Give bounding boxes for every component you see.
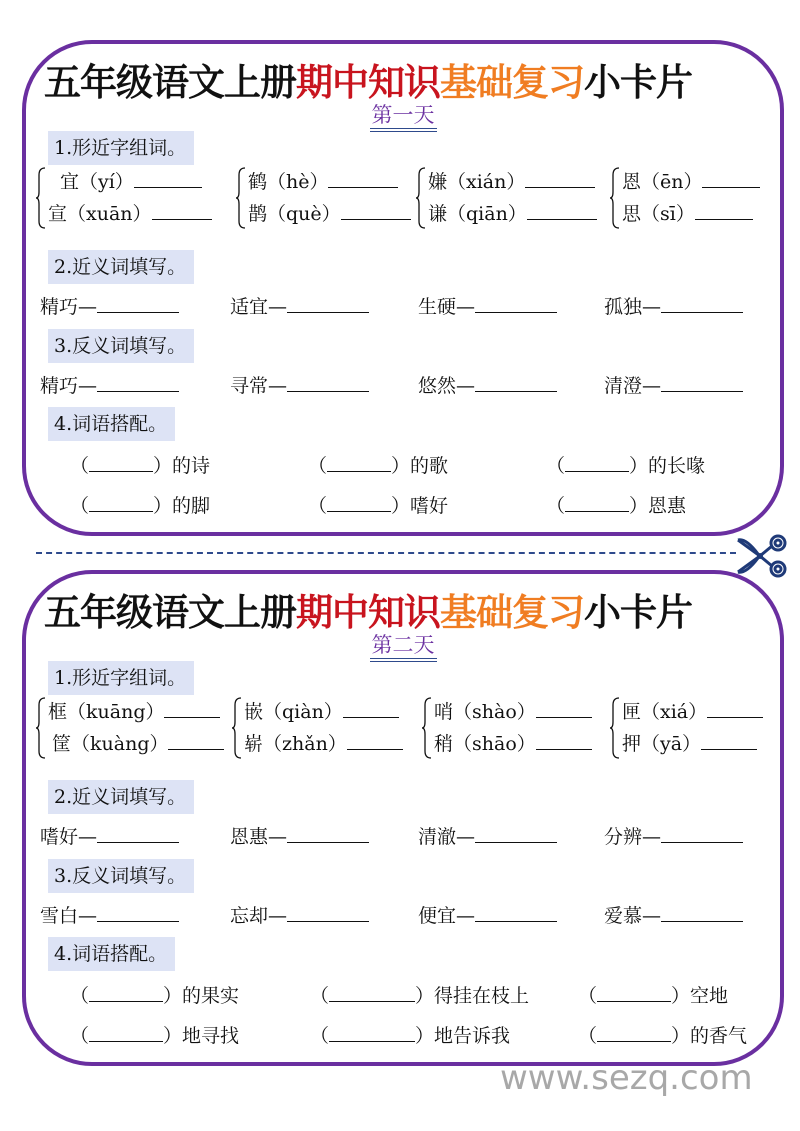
match-item: （ ）地寻找 <box>70 1021 239 1051</box>
section-synonyms: 2.近义词填写。 <box>48 250 194 284</box>
synonym-item: 生硬— <box>418 292 557 322</box>
answer-blank[interactable] <box>347 729 403 750</box>
antonym-item: 便宜— <box>418 901 557 931</box>
pair-top-text: 框（kuāng） <box>48 701 165 723</box>
antonym-item: 雪白— <box>40 901 179 931</box>
brace-icon <box>416 167 426 229</box>
match-item: （ ）恩惠 <box>546 491 686 521</box>
answer-blank[interactable] <box>97 292 179 313</box>
antonym-item: 寻常— <box>230 371 369 401</box>
match-item: （ ）的歌 <box>308 451 448 481</box>
answer-blank[interactable] <box>329 981 415 1002</box>
answer-blank[interactable] <box>565 491 629 512</box>
title-part-orange: 基础复习 <box>440 61 584 104</box>
brace-icon <box>36 167 46 229</box>
section-antonyms: 3.反义词填写。 <box>48 329 194 363</box>
antonym-item: 爱慕— <box>604 901 743 931</box>
answer-blank[interactable] <box>701 729 757 750</box>
answer-blank[interactable] <box>707 697 763 718</box>
section-synonyms: 2.近义词填写。 <box>48 780 194 814</box>
watermark: www.sezq.com <box>500 1058 753 1098</box>
answer-blank[interactable] <box>475 292 557 313</box>
pair-top-text: 嫌（xián） <box>428 171 526 193</box>
answer-blank[interactable] <box>287 292 369 313</box>
match-item: （ ）得挂在枝上 <box>310 981 529 1011</box>
title-part-black: 五年级语文上册 <box>44 591 296 634</box>
review-card-day-1 <box>22 40 784 536</box>
match-item: （ ）空地 <box>578 981 728 1011</box>
brace-icon <box>422 697 432 759</box>
brace-icon <box>36 697 46 759</box>
answer-blank[interactable] <box>597 981 671 1002</box>
pair-top-text: 嵌（qiàn） <box>244 701 343 723</box>
answer-blank[interactable] <box>97 822 179 843</box>
synonym-item: 精巧— <box>40 292 179 322</box>
match-item: （ ）的长喙 <box>546 451 705 481</box>
answer-blank[interactable] <box>97 371 179 392</box>
synonym-item: 恩惠— <box>230 822 369 852</box>
answer-blank[interactable] <box>597 1021 671 1042</box>
answer-blank[interactable] <box>341 199 411 220</box>
synonym-item: 清澈— <box>418 822 557 852</box>
section-word-matching: 4.词语搭配。 <box>48 937 175 971</box>
synonym-item: 嗜好— <box>40 822 179 852</box>
antonym-item: 悠然— <box>418 371 557 401</box>
answer-blank[interactable] <box>661 292 743 313</box>
brace-icon <box>610 697 620 759</box>
section-similar-chars: 1.形近字组词。 <box>48 131 194 165</box>
answer-blank[interactable] <box>661 371 743 392</box>
antonym-item: 精巧— <box>40 371 179 401</box>
pair-bottom-text: 稍（shāo） <box>434 733 536 755</box>
answer-blank[interactable] <box>536 729 592 750</box>
answer-blank[interactable] <box>89 491 153 512</box>
title-part-red: 期中知识 <box>296 591 440 634</box>
pair-bottom-text: 鹊（què） <box>248 203 341 225</box>
answer-blank[interactable] <box>527 199 597 220</box>
review-card-day-2 <box>22 570 784 1066</box>
answer-blank[interactable] <box>343 697 399 718</box>
answer-blank[interactable] <box>89 451 153 472</box>
antonym-item: 清澄— <box>604 371 743 401</box>
title-part-black-end: 小卡片 <box>584 61 692 104</box>
match-item: （ ）嗜好 <box>308 491 448 521</box>
day-label: 第二天 <box>370 632 437 662</box>
brace-icon <box>610 167 620 229</box>
pair-bottom-text: 谦（qiān） <box>428 203 527 225</box>
answer-blank[interactable] <box>475 371 557 392</box>
brace-icon <box>236 167 246 229</box>
answer-blank[interactable] <box>525 167 595 188</box>
day-label-wrap <box>26 632 780 662</box>
answer-blank[interactable] <box>327 451 391 472</box>
section-similar-chars: 1.形近字组词。 <box>48 661 194 695</box>
answer-blank[interactable] <box>695 199 753 220</box>
answer-blank[interactable] <box>475 901 557 922</box>
answer-blank[interactable] <box>168 729 224 750</box>
answer-blank[interactable] <box>702 167 760 188</box>
pair-top-text: 鹤（hè） <box>248 171 329 193</box>
section-antonyms: 3.反义词填写。 <box>48 859 194 893</box>
answer-blank[interactable] <box>328 167 398 188</box>
answer-blank[interactable] <box>164 697 220 718</box>
answer-blank[interactable] <box>661 901 743 922</box>
title-part-black: 五年级语文上册 <box>44 61 296 104</box>
day-label: 第一天 <box>370 102 437 132</box>
answer-blank[interactable] <box>89 1021 163 1042</box>
title-part-black-end: 小卡片 <box>584 591 692 634</box>
answer-blank[interactable] <box>536 697 592 718</box>
pair-top-text: 宜（yí） <box>60 171 134 193</box>
answer-blank[interactable] <box>152 199 212 220</box>
answer-blank[interactable] <box>287 371 369 392</box>
title-part-orange: 基础复习 <box>440 591 584 634</box>
pair-bottom-text: 筐（kuàng） <box>52 733 169 755</box>
answer-blank[interactable] <box>89 981 163 1002</box>
answer-blank[interactable] <box>327 491 391 512</box>
cut-line <box>36 552 736 554</box>
pair-top-text: 恩（ēn） <box>622 171 703 193</box>
pair-bottom-text: 押（yā） <box>622 733 702 755</box>
match-item: （ ）的脚 <box>70 491 210 521</box>
match-item: （ ）地告诉我 <box>310 1021 510 1051</box>
antonym-item: 忘却— <box>230 901 369 931</box>
answer-blank[interactable] <box>329 1021 415 1042</box>
answer-blank[interactable] <box>287 822 369 843</box>
day-label-wrap <box>26 102 780 132</box>
answer-blank[interactable] <box>134 167 202 188</box>
answer-blank[interactable] <box>97 901 179 922</box>
answer-blank[interactable] <box>475 822 557 843</box>
synonym-item: 分辨— <box>604 822 743 852</box>
pair-bottom-text: 宣（xuān） <box>48 203 152 225</box>
pair-top-text: 哨（shào） <box>434 701 536 723</box>
answer-blank[interactable] <box>287 901 369 922</box>
brace-icon <box>232 697 242 759</box>
section-word-matching: 4.词语搭配。 <box>48 407 175 441</box>
match-item: （ ）的诗 <box>70 451 210 481</box>
answer-blank[interactable] <box>661 822 743 843</box>
pair-bottom-text: 崭（zhǎn） <box>244 733 347 755</box>
title-part-red: 期中知识 <box>296 61 440 104</box>
pair-bottom-text: 思（sī） <box>622 203 695 225</box>
scissors-icon <box>736 534 788 578</box>
pair-top-text: 匣（xiá） <box>622 701 708 723</box>
synonym-item: 适宜— <box>230 292 369 322</box>
match-item: （ ）的果实 <box>70 981 239 1011</box>
answer-blank[interactable] <box>565 451 629 472</box>
match-item: （ ）的香气 <box>578 1021 747 1051</box>
synonym-item: 孤独— <box>604 292 743 322</box>
